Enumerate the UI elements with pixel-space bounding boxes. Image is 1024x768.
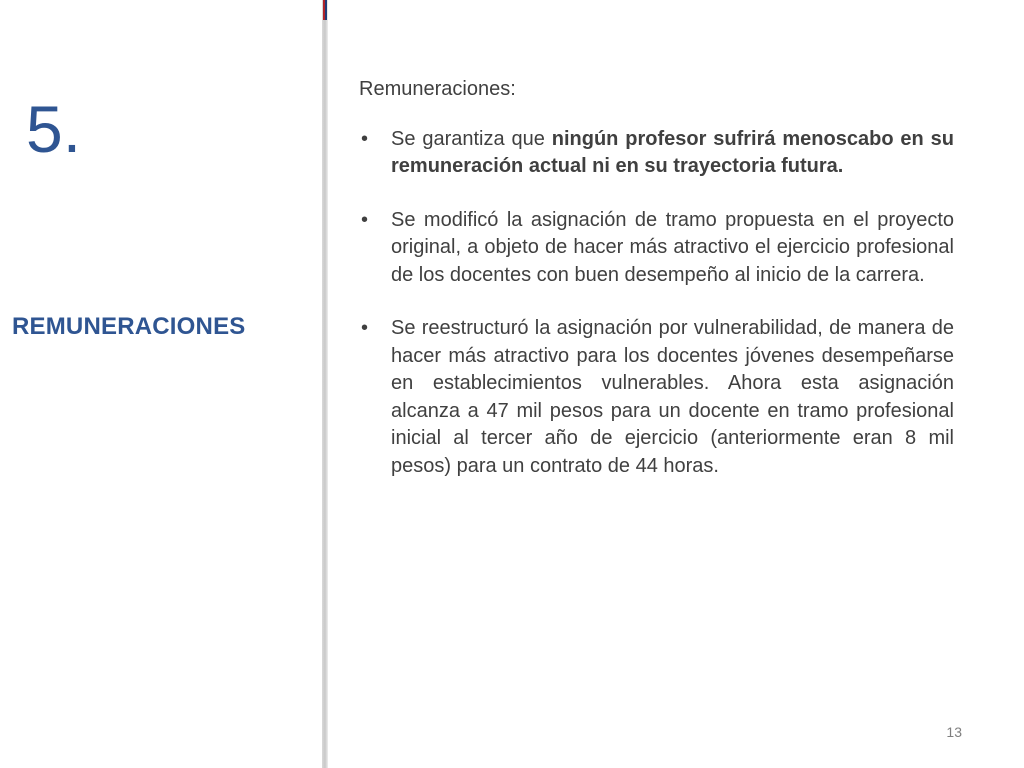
content-heading: Remuneraciones: — [359, 78, 516, 100]
page-number: 13 — [946, 724, 962, 740]
bullet-item-1 — [359, 126, 954, 181]
bullet-marker: • — [361, 317, 369, 339]
vertical-divider — [322, 0, 328, 768]
bullet-text: Se modificó la asignación de tramo propuesta en el proyecto original, a objeto de hacer más atractivo el ejercicio profesional de los docentes con buen desempeño al inicio de la carrera. — [391, 208, 954, 286]
bullet-item-2 — [359, 207, 954, 290]
divider-accent-mark — [323, 0, 327, 20]
bullet-item-3 — [359, 315, 954, 480]
bullet-text: Se reestructuró la asignación por vulnerabilidad, de manera de hacer más atractivo para los docentes jóvenes desempeñarse en establecimientos vulnerables. Ahora esta asignación alcanza a 47 mil pesos para un docente en tramo profesional inicial al tercer año de ejercicio (anteriormente eran 8 mil pesos) para un contrato de 44 horas. — [391, 317, 954, 477]
section-number: 5. — [26, 92, 82, 166]
bullet-text: Se garantiza que — [391, 127, 552, 150]
section-title: REMUNERACIONES — [12, 313, 246, 340]
bullet-text-bold: ningún profesor sufrirá menoscabo en su remuneración actual ni en su trayectoria futura. — [391, 127, 954, 177]
bullet-marker: • — [361, 208, 369, 231]
content-area — [359, 76, 954, 506]
bullet-marker: • — [361, 127, 369, 150]
